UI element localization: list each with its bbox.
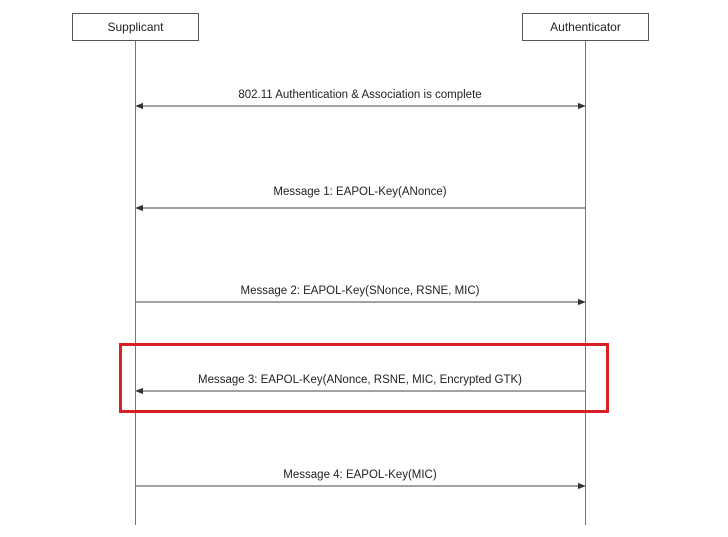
message-3-highlight-box xyxy=(119,343,609,413)
message-1-label: Message 1: EAPOL-Key(ANonce) xyxy=(273,186,447,198)
message-2-label: Message 2: EAPOL-Key(SNonce, RSNE, MIC) xyxy=(240,285,480,297)
message-3-label: Message 3: EAPOL-Key(ANonce, RSNE, MIC, Encrypted GTK) xyxy=(197,374,523,386)
message-0-label: 802.11 Authentication & Association is complete xyxy=(238,89,482,101)
authenticator-label: Authenticator xyxy=(550,20,621,34)
supplicant-label: Supplicant xyxy=(107,20,164,34)
message-4-label: Message 4: EAPOL-Key(MIC) xyxy=(283,469,437,481)
